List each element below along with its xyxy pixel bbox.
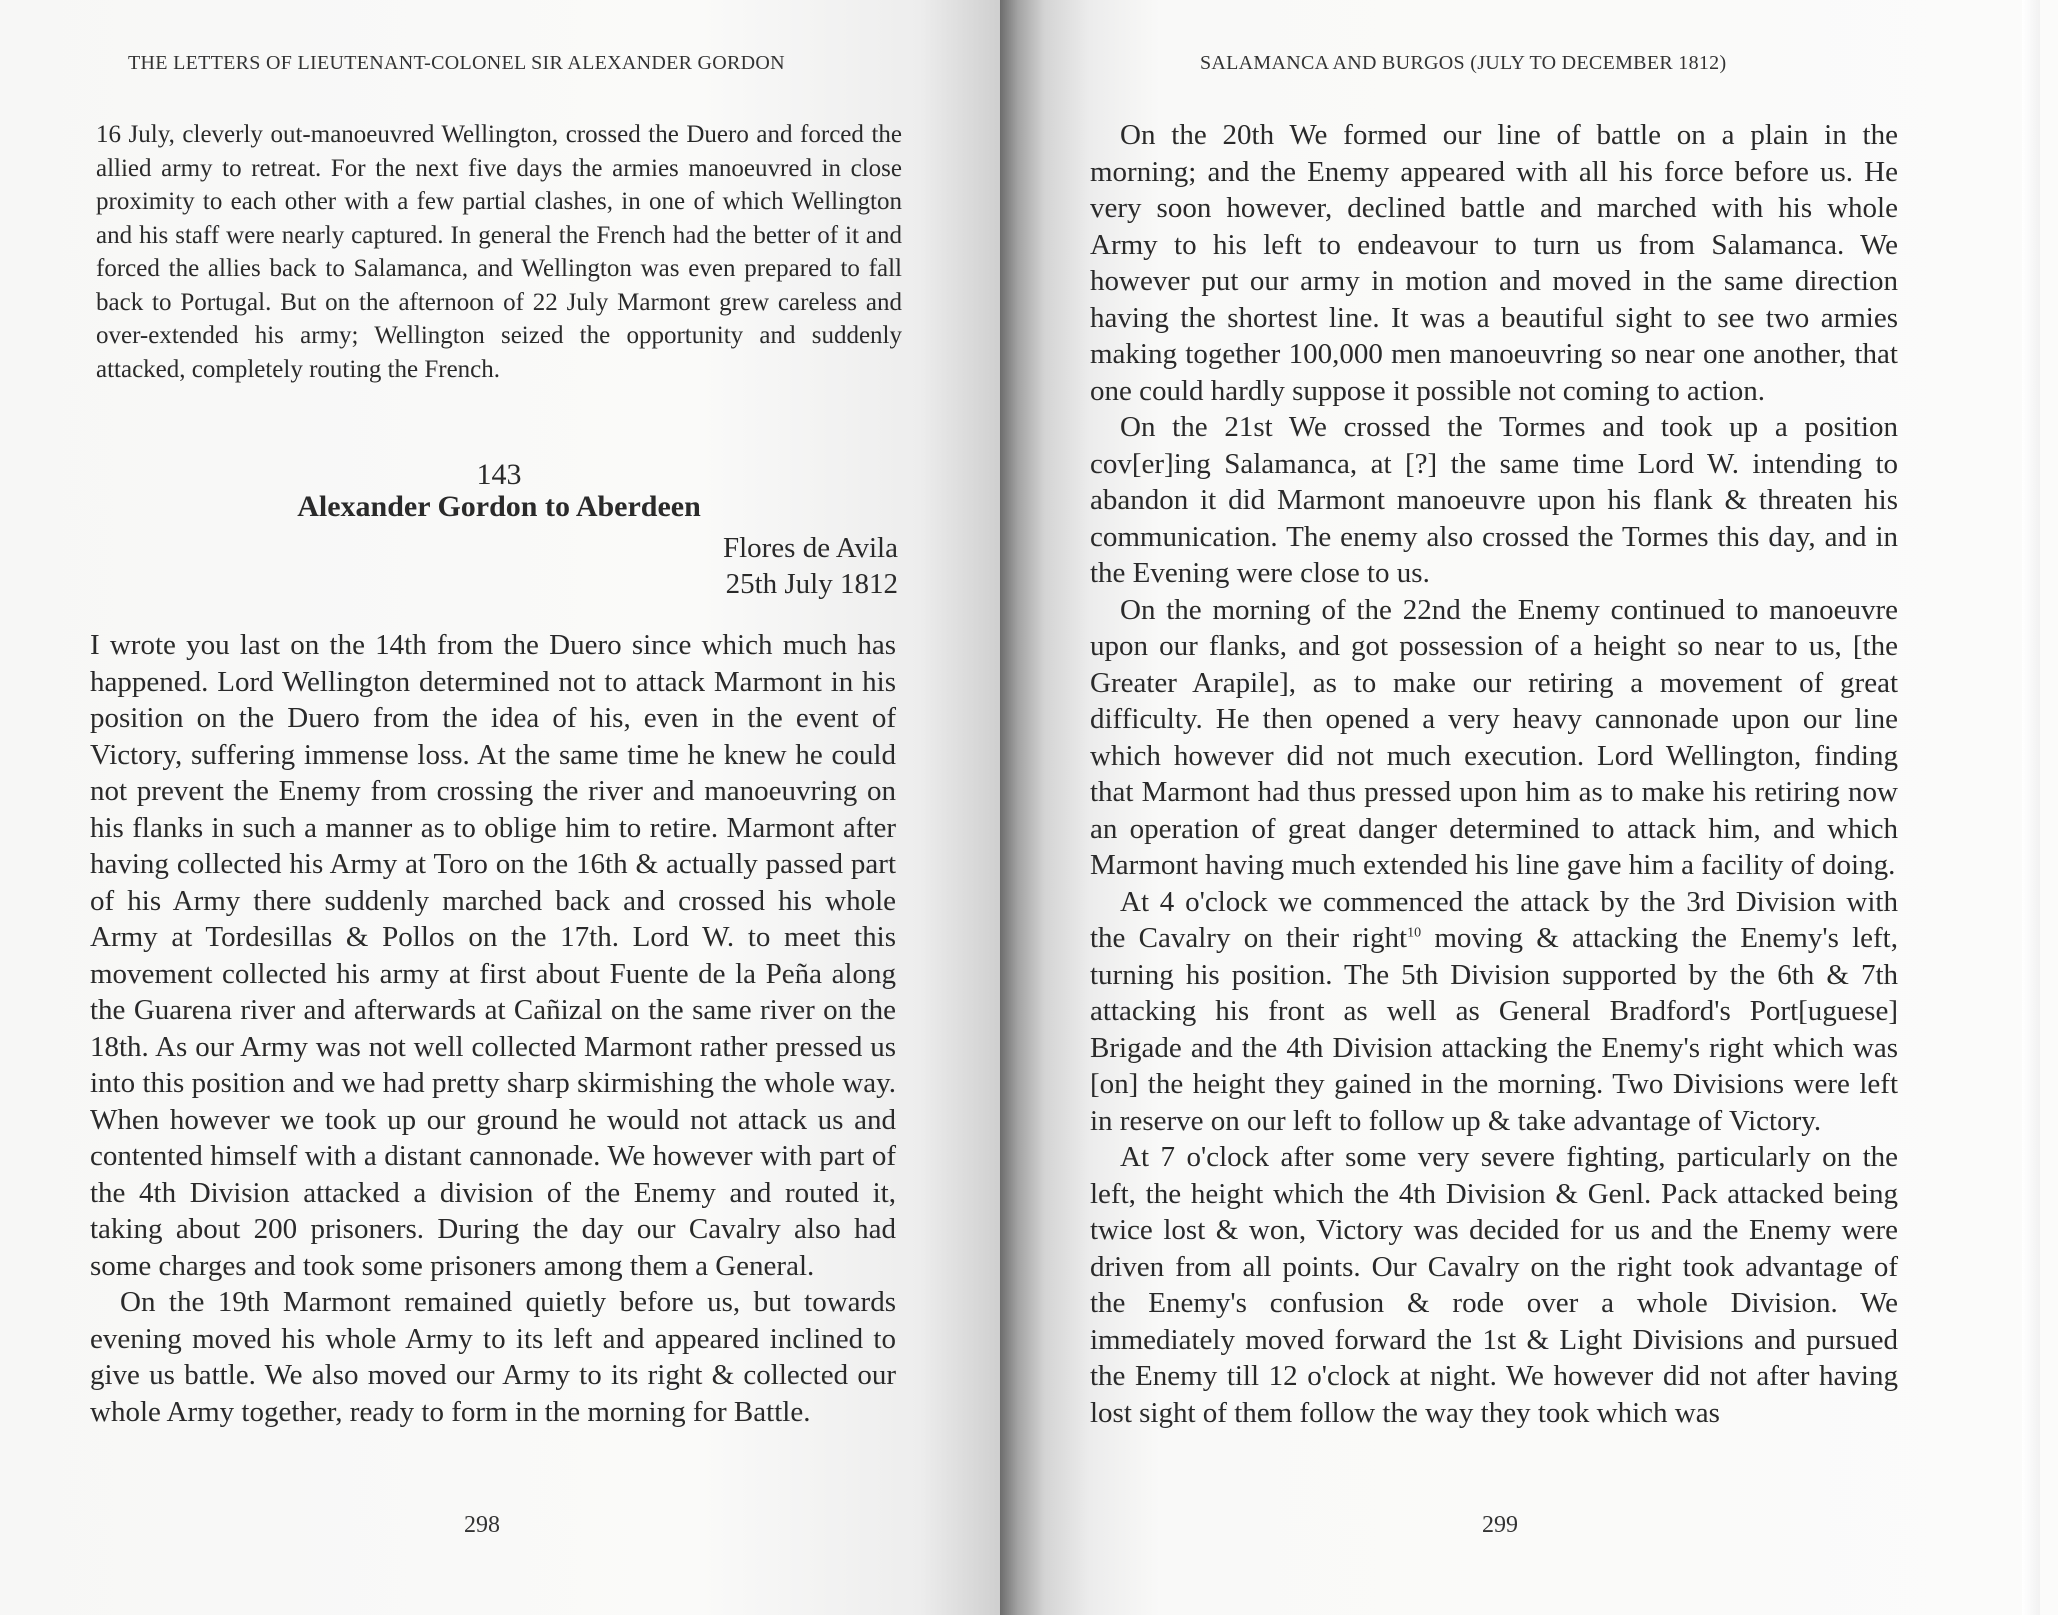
running-head-right: SALAMANCA AND BURGOS (JULY TO DECEMBER 1812) <box>1200 52 1727 74</box>
body-paragraph: On the morning of the 22nd the Enemy continued to manoeuvre upon our flanks, and got possession of a height so near to us, [the Greater Arapile], as to make our retiring a movement of great difficulty. He then opened a very heavy cannonade upon our line which however did not much execution. Lord Wellington, finding that Marmont had thus pressed upon him as to make his retiring now an operation of great danger determined to attack him, and which Marmont having much extended his line gave him a facility of doing. <box>1090 593 1898 881</box>
left-page <box>0 0 1000 1615</box>
letter-date: 25th July 1812 <box>725 568 898 600</box>
body-paragraph: On the 20th We formed our line of battle on a plain in the morning; and the Enemy appeared with all his force before us. He very soon however, declined battle and marched with his whole Army to his left to endeavour to turn us from Salamanca. We however put our army in motion and moved in the same direction having the shortest line. It was a beautiful sight to see two armies making together 100,000 men manoeuvring so near one another, that one could hardly suppose it possible not coming to action. <box>1090 119 1898 407</box>
intro-paragraph: 16 July, cleverly out-manoeuvred Wellington, crossed the Duero and forced the allied army to retreat. For the next five days the armies manoeuvred in close proximity to each other with a few partial clashes, in one of which Wellington and his staff were nearly captured. In general the French had the better of it and forced the allies back to Salamanca, and Wellington was even prepared to fall back to Portugal. But on the afternoon of 22 July Marmont grew careless and over-extended his army; Wellington seized the opportunity and suddenly attacked, completely routing the French. <box>96 121 902 383</box>
page-number-left: 298 <box>464 1512 500 1538</box>
paragraph-text: moving & attacking the Enemy's left, turning his position. The 5th Division supported by the 6th & 7th attacking his front as well as General Bradford's Port[uguese] Brigade and the 4th Division attacking the Enemy's right which was [on] the height they gained in the morning. Two Divisions were left in reserve on our left to follow up & take advantage of Victory. <box>1090 922 1898 1137</box>
body-paragraph: On the 21st We crossed the Tormes and took up a position cov[er]ing Salamanca, at [?] the same time Lord W. intending to abandon it did Marmont manoeuvre upon his flank & threaten his communication. The enemy also crossed the Tormes this day, and in the Evening were close to us. <box>1090 411 1898 589</box>
paragraph-text: At 4 o'clock we commenced the attack by the 3rd Division with the Cavalry on their right <box>1090 885 1898 954</box>
body-paragraph: On the 19th Marmont remained quietly before us, but towards evening moved his whole Army to its left and appeared inclined to give us battle. We also moved our Army to its right & collected our whole Army together, ready to form in the morning for Battle. <box>90 1286 896 1428</box>
body-paragraph-with-note <box>1090 884 1898 1140</box>
letter-body-left <box>90 627 896 1430</box>
running-head-left: THE LETTERS OF LIEUTENANT-COLONEL SIR ALEXANDER GORDON <box>128 52 785 74</box>
page-number-right: 299 <box>1482 1512 1518 1538</box>
letter-number: 143 <box>476 458 522 491</box>
body-paragraph: I wrote you last on the 14th from the Duero since which much has happened. Lord Wellington determined not to attack Marmont in his position on the Duero from the idea of his, even in the event of Victory, suffering immense loss. At the same time he knew he could not prevent the Enemy from crossing the river and manoeuvring on his flanks in such a manner as to oblige him to retire. Marmont after having collected his Army at Toro on the 16th & actually passed part of his Army there suddenly marched back and crossed his whole Army at Tordesillas & Pollos on the 17th. Lord W. to meet this movement collected his army at first about Fuente de la Peña along the Guarena river and afterwards at Cañizal on the same river on the 18th. As our Army was not well collected Marmont rather pressed us into this position and we had pretty sharp skirmishing the whole way. When however we took up our ground he would not attack us and contented himself with a distant cannonade. We however with part of the 4th Division attacked a division of the Enemy and routed it, taking about 200 prisoners. During the day our Cavalry also had some charges and took some prisoners among them a General. <box>90 629 896 1282</box>
right-page <box>1000 0 2040 1615</box>
letter-place: Flores de Avila <box>722 532 898 564</box>
intro-note <box>96 118 902 386</box>
letter-heading: Alexander Gordon to Aberdeen <box>297 490 701 523</box>
page-edge <box>2022 0 2040 1615</box>
footnote-marker: 10 <box>1407 925 1422 941</box>
body-paragraph: At 7 o'clock after some very severe fighting, particularly on the left, the height which the 4th Division & Genl. Pack attacked being twice lost & won, Victory was decided for us and the Enemy were driven from all points. Our Cavalry on the right took advantage of the Enemy's confusion & rode over a whole Division. We immediately moved forward the 1st & Light Divisions and pursued the Enemy till 12 o'clock at night. We however did not after having lost sight of them follow the way they took which was <box>1090 1141 1898 1429</box>
letter-body-right <box>1090 117 1898 1431</box>
